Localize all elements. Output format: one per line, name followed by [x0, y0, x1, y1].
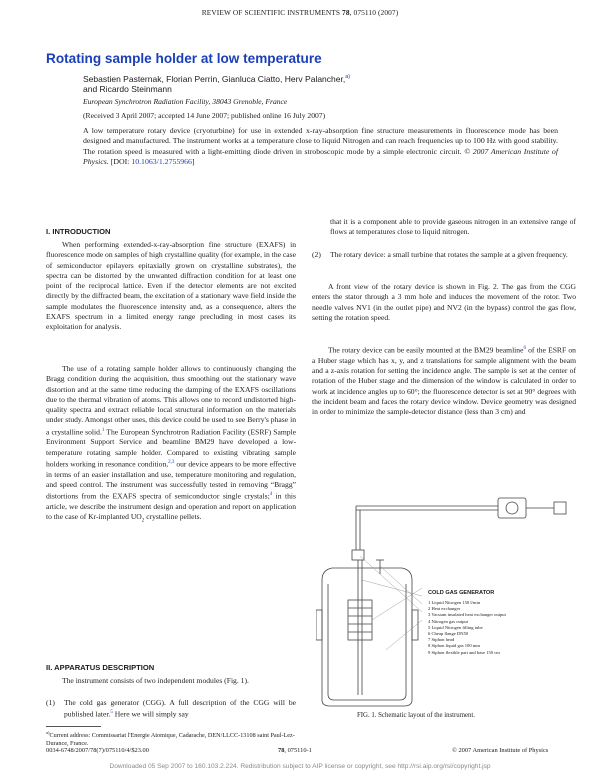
- list-text: The cold gas generator (CGG). A full description of the CGG will be published later.: [64, 698, 296, 719]
- legend-item: 7 Siphon head: [428, 637, 455, 643]
- journal-name: REVIEW OF SCIENTIFIC INSTRUMENTS: [201, 8, 341, 17]
- legend-item: 6 Cheap flange DN50: [428, 631, 469, 637]
- figure-legend: [428, 590, 568, 656]
- footnote-mark: a): [46, 730, 50, 735]
- footer-page-number: , 075110-1: [284, 747, 312, 754]
- list-text-cont: Here we will simply say: [112, 709, 189, 719]
- received-dates: (Received 3 April 2007; accepted 14 June 2007; published online 16 July 2007): [83, 111, 326, 120]
- legend-item: 9 Siphon flexible part and base 150 cm: [428, 649, 500, 655]
- ref-link[interactable]: 6: [523, 346, 526, 351]
- running-head: [0, 8, 600, 17]
- abstract-copyright: © 2007 American Institute of Physics.: [83, 146, 558, 166]
- affiliation: European Synchrotron Radiation Facility, 38043 Grenoble, France: [83, 97, 288, 106]
- apparatus-text: The instrument consists of two independent modules (Fig. 1).: [62, 676, 249, 685]
- apparatus-text-2: A front view of the rotary device is shown in Fig. 2. The gas from the CGG enters the stator through a 3 mm hole and induces the movement of the rotor. Two needle valves NV1 (in the outlet pipe) and NV2 (in the bypass) control the gas flow, setting the rotation speed.: [312, 282, 576, 322]
- apparatus-paragraph-1: [46, 676, 296, 686]
- legend-item: 5 Liquid Nitrogen filling tube: [428, 624, 483, 630]
- apparatus-paragraph-3: [312, 344, 576, 417]
- legend-item: 1 Liquid Nitrogen 150 l/min: [428, 600, 481, 605]
- list-text: The rotary device: a small turbine that rotates the sample at a given frequency.: [330, 250, 568, 259]
- legend-item: 2 Heat exchanger: [428, 606, 461, 612]
- apparatus-text-3a: The rotary device can be easily mounted at the BM29 beamline: [328, 345, 524, 355]
- intro-paragraph-2: [46, 364, 296, 527]
- legend-item: 3 Vacuum insulated heat exchanger output: [428, 612, 506, 618]
- subscript: 2: [141, 518, 145, 524]
- authors-line-2: and Ricardo Steinmann: [83, 83, 172, 94]
- footer-code: 0034-6748/2007/78(7)/075110/4/$23.00: [46, 747, 149, 754]
- section-heading-apparatus: II. APPARATUS DESCRIPTION: [46, 663, 155, 672]
- ref-link[interactable]: 2,3: [168, 459, 175, 465]
- footer-volume: 78: [278, 747, 285, 754]
- doi-label: [DOI:: [108, 156, 132, 166]
- intro-text-2d: in this article, we describe the instrument design and operation and report on application to the case of Kr-implanted UO: [46, 491, 296, 522]
- article-number: , 075110 (2007): [349, 8, 399, 17]
- footnote-divider: [46, 726, 101, 727]
- apparatus-paragraph-2: [312, 282, 576, 323]
- figure-1: [316, 490, 576, 712]
- list-item: [312, 250, 576, 272]
- paper-title: Rotating sample holder at low temperature: [46, 51, 322, 66]
- ref-link[interactable]: 1: [101, 427, 105, 433]
- apparatus-text-3b: of the ESRF on a Huber stage which has x, y, and z translations for sample alignment with the beam and a z-axis rotation for setting the incidence angle. The sample is set at the center of rotation of the Huber stage and the dimension of the window is calculated in order to work at incidence angles up to 60°; the fluorescence detector is set at 90° degrees with the incident beam and faces the rotary device window. Device geometry was designed in order to minimize the sample-detector distance (less than 3 cm) and: [312, 345, 576, 417]
- legend-item: 4 Nitrogen gas output: [428, 618, 468, 624]
- list-item: [46, 698, 296, 720]
- list-continuation: that it is a component able to provide gaseous nitrogen in an extensive range of flows at temperatures close to liquid nitrogen.: [330, 217, 576, 237]
- list-number: (2): [312, 250, 321, 259]
- list-number: (1): [46, 698, 55, 707]
- abstract-text: A low temperature rotary device (cryoturbine) for use in extended x-ray-absorption fine structure measurements in fluorescence mode has been designed and manufactured. The instrument works at a temperature close to liquid Nitrogen and can reach frequencies up to 100 Hz with good stability. The rotation speed is measured with a light-emitting diode driven in stroboscopic mode by a simple electronic circuit.: [83, 126, 558, 156]
- intro-text-2c: our device appears to be more effective in terms of an easier installation and use, temperature monitoring and regulation, and speed control. The instrument was successfully tested in removing “Bragg” distortions from the EXAFS spectra of semiconductor single crystals;: [46, 459, 296, 501]
- download-notice: Downloaded 05 Sep 2007 to 160.103.2.224. Redistribution subject to AIP license or copyright, see http://rsi.aip.org/rsi/copyright.jsp: [109, 763, 491, 770]
- author-note-link[interactable]: a): [345, 74, 351, 80]
- intro-text-2b: The European Synchrotron Radiation Facility (ESRF) Sample Environment Support Service and beamline BM29 have developed a low-temperature rotating sample holder. Compared to existing vibrating sample holders working in resonance condition,: [46, 427, 297, 469]
- doi-bracket: ]: [191, 156, 195, 166]
- intro-text-2a: The use of a rotating sample holder allows to continuously changing the Bragg condition during the acquisition, thus smoothing out the stationary wave distortion and at the same time reducing the damping of the EXAFS oscillations due to the thermal vibration of atoms. This allows one to record undistorted high-quality spectra and extract reliable local structural information on the materials under study. Amongst other uses, this device could be used to see Berry's phase in a crystalline solid.: [46, 364, 296, 437]
- legend-title: COLD GAS GENERATOR: [428, 590, 495, 596]
- authors-line-1: Sebastien Pasternak, Florian Perrin, Gianluca Ciatto, Herv Palancher,: [83, 73, 346, 84]
- intro-text-1: When performing extended-x-ray-absorption fine structure (EXAFS) in fluorescence mode on samples of high crystalline quality (for example, in the case of semiconductor epilayers epitaxially grown on crystalline substrates), the spectra can be distorted by the unwanted diffraction condition for at least one point of the reciprocal lattice. Even if the detector elements are not excited directly by the diffracted beam, the excitation of a stationary wave field inside the sample modulates the fluorescence intensity and, as a consequence, alters the EXAFS spectrum in a limited energy range precluding in most cases its exploitation for analysis.: [46, 240, 296, 331]
- abstract: [83, 126, 558, 167]
- journal-volume: 78: [342, 8, 350, 17]
- footnote: [46, 729, 296, 748]
- footer-copyright: © 2007 American Institute of Physics: [452, 747, 549, 754]
- section-heading-introduction: I. INTRODUCTION: [46, 227, 111, 236]
- ref-link[interactable]: 4: [269, 492, 273, 498]
- legend-list: [428, 600, 568, 656]
- ref-link[interactable]: 5: [110, 710, 113, 716]
- footnote-text: Current address: Commissariat l'Energie Atomique, Cadarache, DEN/LLCC-13108 saint Paul-Lez-Durance, France.: [46, 732, 295, 748]
- right-col-continuation: [330, 217, 576, 238]
- footer-page: [278, 747, 312, 754]
- doi-link[interactable]: 10.1063/1.2755966: [131, 156, 192, 166]
- author-list: [83, 72, 350, 94]
- figure-caption: FIG. 1. Schematic layout of the instrument.: [357, 712, 475, 719]
- intro-paragraph-1: [46, 240, 296, 332]
- intro-text-2e: crystalline pellets.: [144, 512, 202, 522]
- legend-item: 8 Siphon liquid gas 100 mm: [428, 643, 480, 649]
